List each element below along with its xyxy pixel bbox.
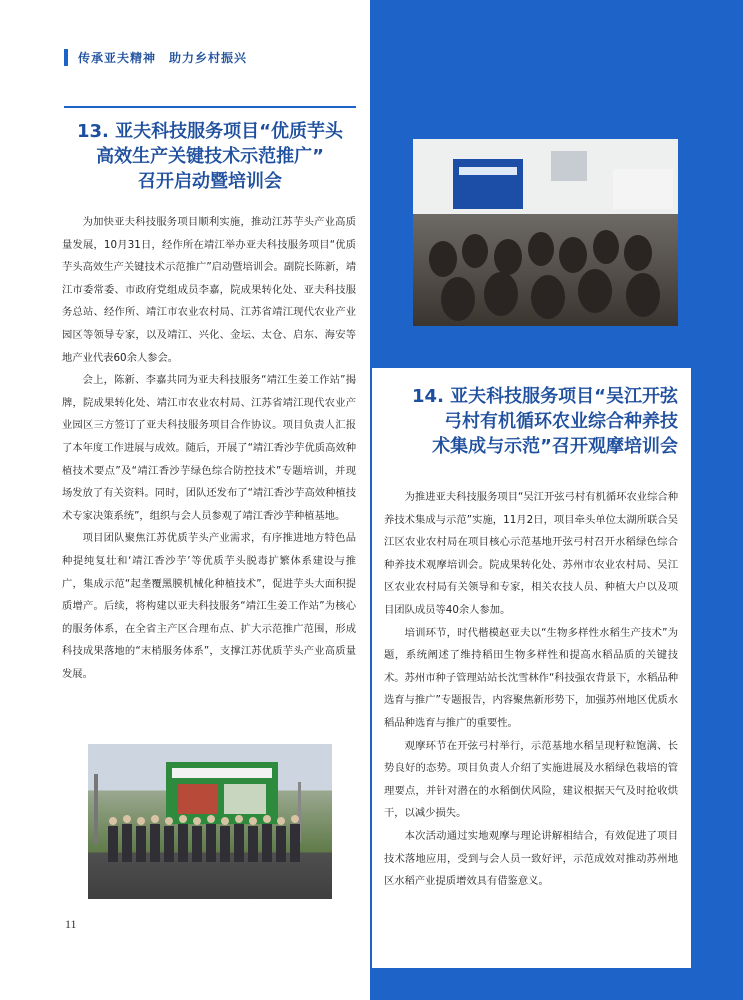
paragraph: 为加快亚夫科技服务项目顺利实施，推动江苏芋头产业高质量发展，10月31日，经作所在靖江举办亚夫科技服务项目“优质芋头高效生产关键技术示范推广”启动暨培训会。副院长陈新，靖江市委常委、市政府党组成员李嘉，院成果转化处、亚夫科技服务总站、经作所、靖江市农业农村局、江苏省靖江现代农业产业园区等领导专家，以及靖江、兴化、金坛、太仓、启东、海安等地产业代表60余人参会。 xyxy=(62,216,356,364)
section-14-title xyxy=(384,384,678,459)
section-14-title-line: 14. 亚夫科技服务项目“吴江开弦 xyxy=(412,386,678,407)
group-photo xyxy=(88,744,332,899)
section-13-body xyxy=(62,211,356,685)
section-13-title xyxy=(60,119,360,194)
section-13-title-line: 高效生产关键技术示范推广” xyxy=(96,146,324,167)
paragraph: 培训环节，时代楷模赵亚夫以“生物多样性水稻生产技术”为题，系统阐述了维持稻田生物多样性和提高水稻品质的关键技术。苏州市种子管理站站长沈雪林作“科技强农背景下，水稻品种选育与推广”专题报告，内容聚焦新形势下，加强苏州地区优质水稻品种选育与推广的重要性。 xyxy=(384,626,678,729)
paragraph: 为推进亚夫科技服务项目“吴江开弦弓村有机循环农业综合种养技术集成与示范”实施，11月2日，项目牵头单位太湖所联合吴江区农业农村局在项目核心示范基地开弦弓村召开水稻绿色综合种养技术观摩培训会。院成果转化处、苏州市农业农村局、吴江区农业农村局有关领导和专家，相关农技人员、种植大户以及项目团队成员等40余人参加。 xyxy=(384,491,678,616)
section-13-title-line: 召开启动暨培训会 xyxy=(138,171,282,192)
paragraph: 项目团队聚焦江苏优质芋头产业需求，有序推进地方特色品种提纯复壮和‘靖江香沙芋’等优质芋头脱毒扩繁体系建设与推广，集成示范“起垄覆黑膜机械化种植技术”，促进芋头大面积提质增产。后续，将构建以亚夫科技服务“靖江生姜工作站”为核心的服务体系，在全省主产区合理布点、扩大示范推广范围，形成科技成果落地的“末梢服务体系”，支撑江苏优质芋头产业高质量发展。 xyxy=(62,532,356,680)
section-13-title-line: 13. 亚夫科技服务项目“优质芋头 xyxy=(77,121,343,142)
paragraph: 会上，陈新、李嘉共同为亚夫科技服务“靖江生姜工作站”揭牌，院成果转化处、靖江市农业农村局、江苏省靖江现代农业产业园区三方签订了亚夫科技服务项目合作协议。项目负责人汇报了本年度工作进展与成效。随后，开展了“靖江香沙芋优质高效种植技术要点”及“靖江香沙芋绿色综合防控技术”专题培训，并现场发放了有关资料。同时，团队还发布了“靖江香沙芋高效种植技术专家决策系统”，组织与会人员参观了靖江香沙芋种植基地。 xyxy=(62,374,356,522)
page-number: 11 xyxy=(65,917,77,931)
group-photo-illustration xyxy=(88,744,332,899)
meeting-photo-illustration xyxy=(413,139,678,326)
section-14-body xyxy=(384,486,678,893)
section-14-title-line: 术集成与示范”召开观摩培训会 xyxy=(432,436,678,457)
meeting-photo xyxy=(413,139,678,326)
header-accent-bar xyxy=(64,49,68,66)
running-header: 传承亚夫精神 助力乡村振兴 xyxy=(78,51,248,65)
paragraph: 本次活动通过实地观摩与理论讲解相结合，有效促进了项目技术落地应用，受到与会人员一致好评，示范成效对推动苏州地区水稻产业提质增效具有借鉴意义。 xyxy=(384,829,678,888)
header-rule xyxy=(64,106,356,108)
section-14-title-line: 弓村有机循环农业综合种养技 xyxy=(444,411,678,432)
paragraph: 观摩环节在开弦弓村举行，示范基地水稻呈现籽粒饱满、长势良好的态势。项目负责人介绍了实施进展及水稻绿色栽培的管理要点，并针对潜在的水稻倒伏风险，建议根据天气及时抢收烘干，以减少损失。 xyxy=(384,739,678,820)
